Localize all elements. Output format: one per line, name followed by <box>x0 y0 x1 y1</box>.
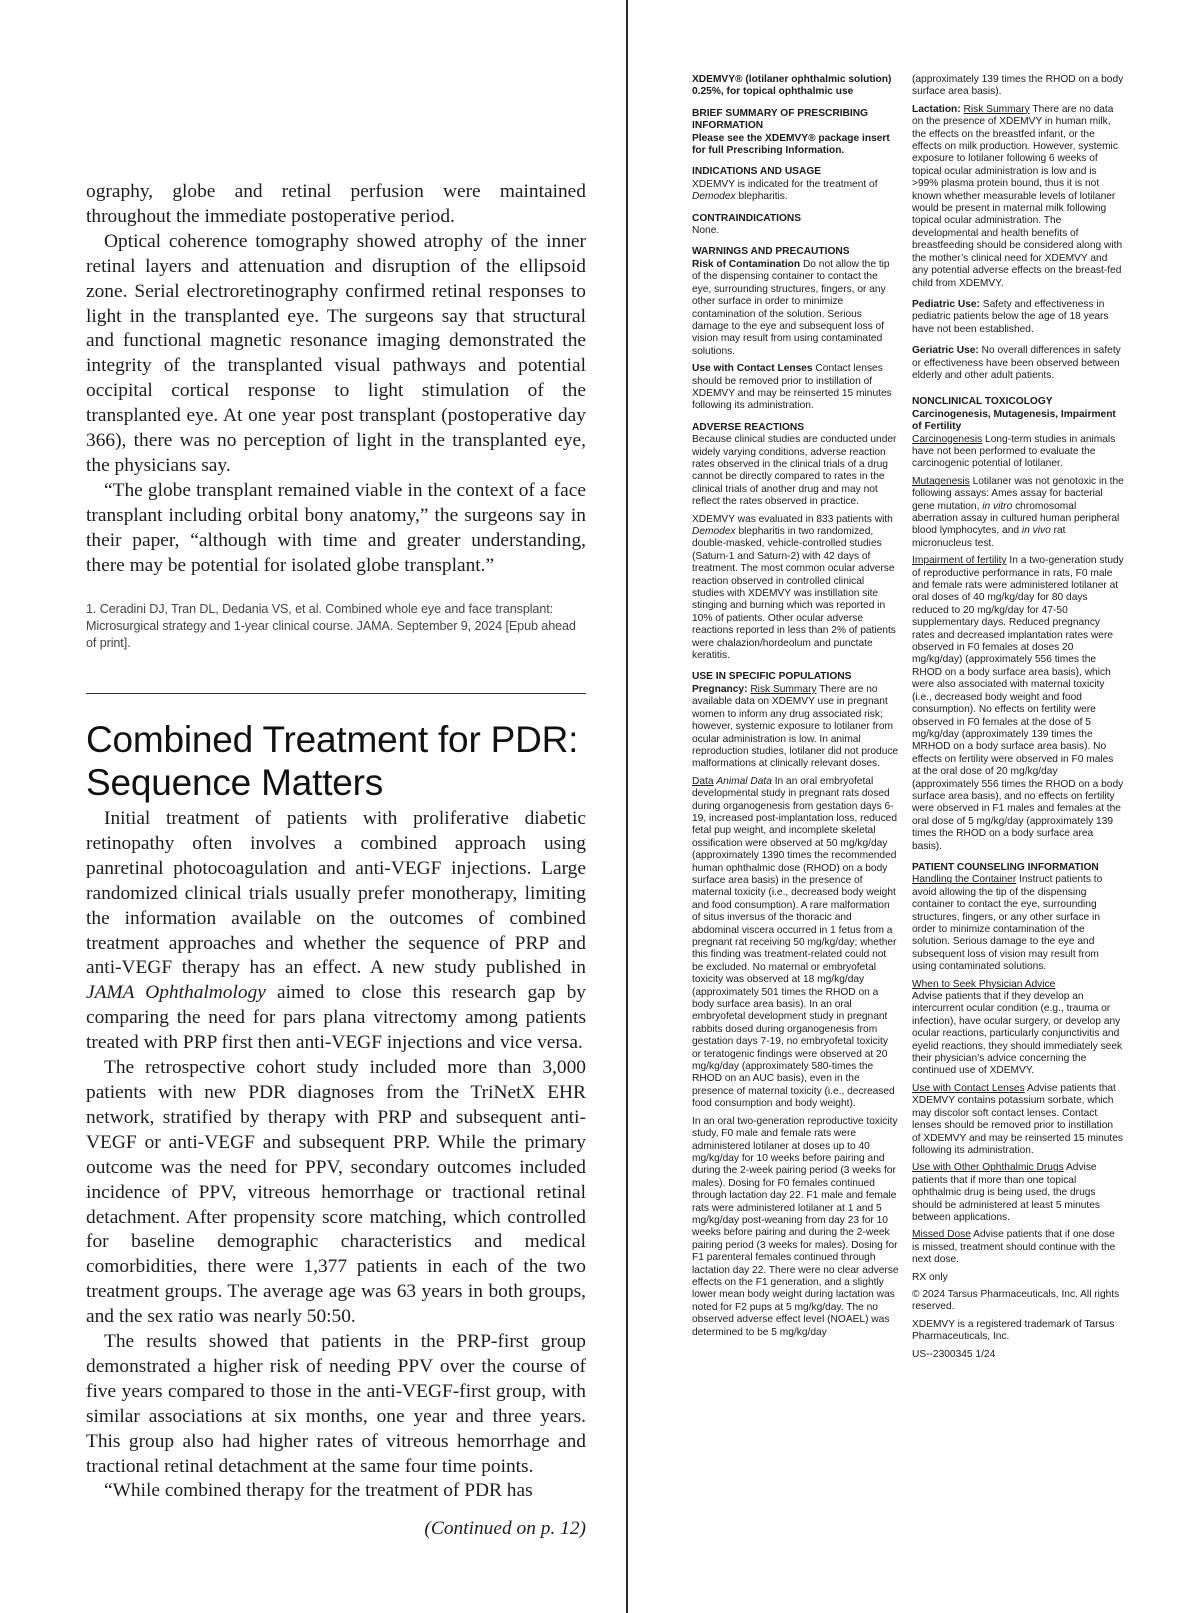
article-headline: Combined Treatment for PDR: Sequence Matters <box>86 718 579 803</box>
indications <box>692 166 899 203</box>
demodex-term: Demodex <box>692 526 736 537</box>
nonclinical-heading: NONCLINICAL TOXICOLOGY <box>912 396 1053 408</box>
pediatric-use <box>912 299 1124 336</box>
rx-only: RX only <box>912 1271 948 1283</box>
fertility-label: Impairment of fertility <box>912 555 1007 567</box>
contacts-label: Use with Contact Lenses <box>692 363 813 375</box>
contacts-text: Contact lenses should be removed prior to instillation of XDEMVY and may be reinserted 15 minutes following its administration. <box>692 363 892 412</box>
lactation-label: Lactation: <box>912 103 961 115</box>
intro-paragraph: “The globe transplant remained viable in the context of a face transplant including orbital bony anatomy,” the surgeons say in their paper, “although with time and greater understanding, there may be potential for isolated globe transplant.” <box>86 479 586 576</box>
adverse-reactions <box>692 422 899 509</box>
contact-lenses-advice <box>912 1083 1124 1157</box>
animal-data-label: Animal Data <box>716 775 772 787</box>
risk-summary-label: Risk Summary <box>750 683 817 695</box>
in-vitro-term: in vitro <box>982 500 1013 512</box>
contacts2-label: Use with Contact Lenses <box>912 1082 1025 1094</box>
pediatric-label: Pediatric Use: <box>912 298 980 310</box>
specific-populations <box>692 671 899 770</box>
contamination-text: Do not allow the tip of the dispensing container to contact the eye, surrounding structures, fingers, or any other surface in order to minimize contamination of the solution. Serious damage to the eye and subsequent loss of vision may result from using contaminated solutions. <box>692 258 890 357</box>
contra-text: None. <box>692 225 720 237</box>
missed-text: Advise patients that if one dose is missed, treatment should continue with the next dose. <box>912 1229 1116 1266</box>
pregnancy-text: There are no available data on XDEMVY use in pregnant women to inform any drug associated risk; however, systemic exposure to lotilaner from ocular administration is low. In animal reproduction studies, lotilaner did not produce malformations at clinically relevant doses. <box>692 683 899 770</box>
body-paragraph: The results showed that patients in the PRP-first group demonstrated a higher risk of needing PPV over the course of five years compared to those in the anti-VEGF-first group, with similar associations at six months, one year and three years. This group also had higher rates of vitreous hemorrhage and tractional retinal detachment at the same four time points. <box>86 1331 586 1477</box>
insert-column-1 <box>692 74 899 1344</box>
intro-text <box>86 180 586 579</box>
section-rule <box>86 693 586 694</box>
geriatric-label: Geriatric Use: <box>912 345 979 357</box>
body-text: Initial treatment of patients with proliferative diabetic retinopathy often involves a combined approach using panretinal photocoagulation and anti-VEGF injections. Large randomized clinical trials usually prefer monotherapy, limiting the information available on the outcomes of combined treatment approaches and whether the sequence of PRP and anti-VEGF therapy has an effect. A new study published in <box>86 808 586 979</box>
trademark: XDEMVY is a registered trademark of Tarsus Pharmaceuticals, Inc. <box>912 1318 1115 1343</box>
carcino-label: Carcinogenesis <box>912 433 983 445</box>
article-column-body <box>86 807 586 1542</box>
contact-lenses <box>692 363 899 413</box>
column-divider <box>626 0 628 1613</box>
intro-paragraph: ography, globe and retinal perfusion were maintained throughout the immediate postoperative period. <box>86 181 586 227</box>
copyright: © 2024 Tarsus Pharmaceuticals, Inc. All rights reserved. <box>912 1288 1120 1313</box>
adverse-study <box>692 514 899 663</box>
brief-summary-note: Please see the XDEMVY® package insert for full Prescribing Information. <box>692 132 890 157</box>
animal-data <box>692 776 899 1111</box>
body-text: aimed to close this research gap by comparing the need for pars plana vitrectomy among patients treated with PRP first then anti-VEGF injections and vice versa. <box>86 982 586 1054</box>
counseling-heading: PATIENT COUNSELING INFORMATION <box>912 861 1099 873</box>
other-drugs-advice <box>912 1162 1124 1224</box>
lactation <box>912 104 1124 290</box>
document-code: US--2300345 1/24 <box>912 1348 996 1360</box>
indications-text: blepharitis. <box>735 191 788 203</box>
two-generation-study: In an oral two-generation reproductive toxicity study, F0 male and female rats were administered lotilaner at doses up to 40 mg/kg/day for 10 weeks before pairing and during the 2-week pairing period (3 weeks for males). Dosing for F0 females continued through lactation day 22. F1 male and female rats were administered lotilaner at 1 and 5 mg/kg/day post-weaning from day 23 for 10 weeks before pairing and during the 2-week pairing period (3 weeks for males). Dosing for F1 parenteral females continued through lactation day 22. There were no clear adverse effects on the F1 generation, and a slightly lower mean body weight during lactation was noted for F2 pups at 5 mg/kg/day. The no observed adverse effect level (NOAEL) was determined to be 5 mg/kg/day <box>692 1115 899 1338</box>
journal-name: JAMA Ophthalmology <box>86 982 266 1004</box>
contacts2-text: Advise patients that XDEMVY contains potassium sorbate, which may discolor soft contact lenses. Contact lenses should be removed prior to instillation of XDEMVY and may be reinserted 15 minutes following its administration. <box>912 1082 1124 1156</box>
other-drugs-text: Advise patients that if more than one topical ophthalmic drug is being used, the drugs should be administered at least 5 minutes between applications. <box>912 1162 1101 1223</box>
impairment-fertility <box>912 555 1124 853</box>
mutagenesis-text: chromosomal aberration assay in cultured human peripheral blood lymphocytes, and <box>912 500 1120 537</box>
patient-counseling <box>912 862 1124 974</box>
contra-heading: CONTRAINDICATIONS <box>692 212 802 224</box>
adverse-text: XDEMVY was evaluated in 833 patients with <box>692 513 893 525</box>
mutagenesis <box>912 476 1124 550</box>
lactation-text: There are no data on the presence of XDEMVY in human milk, the effects on the breastfed infant, or the effects on milk production. However, systemic exposure to lotilaner following 6 weeks of topical ocular administration is low and is >99% plasma protein bound, thus it is not known whether measurable levels of lotilaner would be present in maternal milk following topical ocular administration. The developmental and health benefits of breastfeeding should be considered along with the mother’s clinical need for XDEMVY and any potential adverse effects on the breast-fed child from XDEMVY. <box>912 103 1123 289</box>
adverse-text: blepharitis in two randomized, double-masked, vehicle-controlled studies (Saturn-1 and Saturn-2) with 42 days of treatment. The most common ocular adverse reaction observed in controlled clinical studies with XDEMVY was instillation site stinging and burning which was reported in 10% of patients. Other ocular adverse reactions reported in less than 2% of patients were chalazion/hordeolum and punctate keratitis. <box>692 526 896 662</box>
physician-text: Advise patients that if they develop an intercurrent ocular condition (e.g., trauma or infection), have ocular surgery, or develop any ocular reactions, particularly conjunctivitis and eyelid reactions, they should immediately seek their physician’s advice concerning the continued use of XDEMVY. <box>912 991 1123 1077</box>
continued-note: (Continued on p. 12) <box>424 1518 586 1540</box>
carcino-text: Long-term studies in animals have not been performed to evaluate the carcinogenic potential of lotilaner. <box>912 433 1116 470</box>
continued-text: (approximately 139 times the RHOD on a body surface area basis). <box>912 74 1124 98</box>
missed-label: Missed Dose <box>912 1229 971 1241</box>
contamination-label: Risk of Contamination <box>692 258 801 270</box>
contraindications <box>692 213 899 238</box>
article-column-top <box>86 180 586 837</box>
pediatric-text: Safety and effectiveness in pediatric patients below the age of 18 years have not been established. <box>912 298 1109 335</box>
brief-summary <box>692 108 899 158</box>
nonclinical <box>912 396 1124 470</box>
pregnancy-label: Pregnancy: <box>692 683 748 695</box>
adverse-text: Because clinical studies are conducted under widely varying conditions, adverse reaction rates observed in the clinical trials of a drug cannot be directly compared to rates in the clinical trials of another drug and may not reflect the rates observed in practice. <box>692 434 897 508</box>
adverse-heading: ADVERSE REACTIONS <box>692 421 805 433</box>
product-title: XDEMVY® (lotilaner ophthalmic solution) 0.25%, for topical ophthalmic use <box>692 74 892 98</box>
lactation-risk-label: Risk Summary <box>963 103 1030 115</box>
data-label: Data <box>692 775 714 787</box>
mutagenesis-text: rat micronucleus test. <box>912 525 1066 549</box>
intro-paragraph: Optical coherence tomography showed atrophy of the inner retinal layers and attenuation and disruption of the ellipsoid zone. Serial electroretinography confirmed retinal responses to light in the transplanted eye. The surgeons say that structural and functional magnetic resonance imaging demonstrated the integrity of the transplanted visual pathways and potential occipital cortical response to light stimulation of the transplanted eye. At one year post transplant (postoperative day 366), there was no perception of light in the transplanted eye, the physicians say. <box>86 230 586 476</box>
mutagenesis-label: Mutagenesis <box>912 475 970 487</box>
physician-label: When to Seek Physician Advice <box>912 978 1056 990</box>
brief-summary-heading: BRIEF SUMMARY OF PRESCRIBING INFORMATION <box>692 107 869 132</box>
indications-text: XDEMVY is indicated for the treatment of <box>692 178 878 190</box>
carcino-heading: Carcinogenesis, Mutagenesis, Impairment of Fertility <box>912 408 1116 433</box>
physician-advice <box>912 979 1124 1078</box>
geriatric-text: No overall differences in safety or effectiveness have been observed between elderly and other adult patients. <box>912 345 1121 381</box>
geriatric-use <box>912 345 1124 382</box>
indications-heading: INDICATIONS AND USAGE <box>692 166 822 178</box>
warnings-heading: WARNINGS AND PRECAUTIONS <box>692 246 850 258</box>
in-vivo-term: in vivo <box>1021 525 1051 537</box>
reference-note: 1. Ceradini DJ, Tran DL, Dedania VS, et al. Combined whole eye and face transplant: Microsurgical strategy and 1-year clinical course. JAMA. September 9, 2024 [Epub ahead of print]. <box>86 601 576 650</box>
handling-text: Instruct patients to avoid allowing the tip of the dispensing container to contact the eye, surrounding structures, fingers, or any other surface in order to minimize contamination of the solution. Serious damage to the eye and subsequent loss of vision may result from using contaminated solutions. <box>912 874 1103 973</box>
handling-label: Handling the Container <box>912 874 1017 886</box>
body-paragraph <box>86 807 586 1056</box>
other-drugs-label: Use with Other Ophthalmic Drugs <box>912 1162 1064 1174</box>
insert-column-2 <box>912 74 1124 1366</box>
warnings <box>692 246 899 358</box>
missed-dose-advice <box>912 1229 1124 1266</box>
animal-data-text: In an oral embryofetal developmental study in pregnant rats dosed during organogenesis from gestation days 6-19, increased post-implantation loss, reduced fetal pup weight, and incomplete skeletal ossification were observed at 50 mg/kg/day (approximately 1390 times the recommended human ophthalmic dose (RHOD) on a body surface area basis) in the presence of maternal toxicity (i.e., decreased body weight and food consumption). A rare malformation of situs inversus of the thoracic and abdominal viscera occurred in 1 fetus from a pregnant rat receiving 50 mg/kg/day; whether this finding was treatment-related could not be excluded. No maternal or embryofetal toxicity was observed at 18 mg/kg/day (approximately 501 times the RHOD on a body surface area basis). In an oral embryofetal development study in pregnant rabbits dosed during organogenesis from gestation days 7-19, no embryofetal toxicity or teratogenic findings were observed at 20 mg/kg/day (approximately 580-times the RHOD on an AUC basis), even in the presence of maternal toxicity (i.e., decreased food consumption and body weight). <box>692 775 897 1110</box>
fertility-text: In a two-generation study of reproductive performance in rats, F0 male and female rats were administered lotilaner at oral doses of 40 mg/kg/day for 80 days reduced to 20 mg/kg/day for 47-50 supplementary days. Reduced pregnancy rates and decreased implantation rates were observed in F0 females at doses 20 mg/kg/day) (approximately 556 times the RHOD on a body surface area basis), which were also associated with maternal toxicity (i.e., decreased body weight and food consumption). No effects on fertility were observed in F0 females at the dose of 5 mg/kg/day (approximately 139 times the MRHOD on a body surface area basis). No effects on fertility were observed in F0 males at the oral dose of 20 mg/kg/day (approximately 556 times the RHOD on a body surface area basis), and no effects on fertility were observed in F1 males and females at the oral dose of 5 mg/kg/day (approximately 139 times the RHOD on a body surface area basis). <box>912 555 1124 852</box>
body-paragraph: The retrospective cohort study included more than 3,000 patients with new PDR diagnoses from the TriNetX EHR network, stratified by therapy with PRP and subsequent anti-VEGF or anti-VEGF and subsequent PRP. While the primary outcome was the need for PPV, secondary outcomes included incidence of PPV, vitreous hemorrhage or tractional retinal detachment. After propensity score matching, which controlled for baseline demographic characteristics and medical comorbidities, there were 1,377 patients in each of the two treatment groups. The average age was 63 years in both groups, and the sex ratio was nearly 50:50. <box>86 1057 586 1328</box>
populations-heading: USE IN SPECIFIC POPULATIONS <box>692 671 852 683</box>
body-paragraph: “While combined therapy for the treatment of PDR has <box>104 1480 533 1502</box>
mutagenesis-text: Lotilaner was not genotoxic in the following assays: Ames assay for bacterial gene mutation, <box>912 475 1124 512</box>
article-body <box>86 807 586 1504</box>
demodex-term: Demodex <box>692 191 736 203</box>
